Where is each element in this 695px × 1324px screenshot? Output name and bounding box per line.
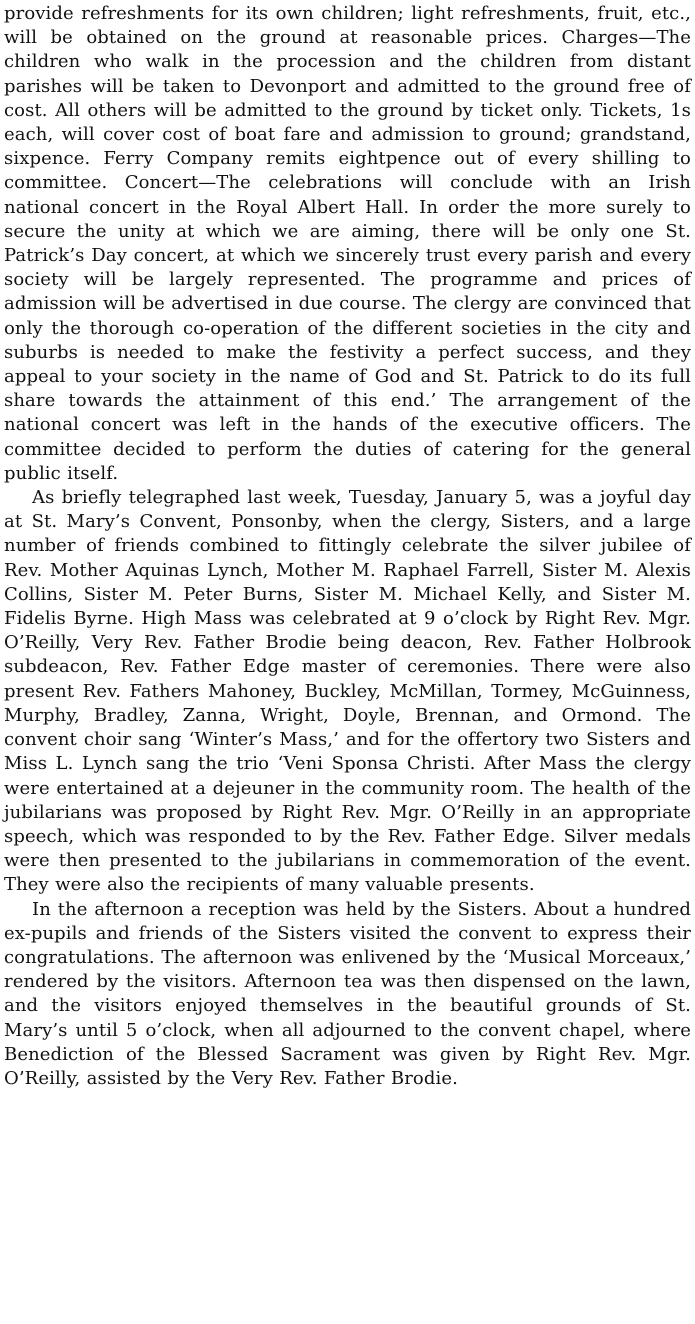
paragraph-afternoon-reception: In the afternoon a reception was held by the Sisters. About a hundred ex-pupils and friends of the Sisters visited the convent to express their congratulations. The afternoon was enlivened by the ‘Musical Morceaux,’ rendered by the visitors. Afternoon tea was then dispensed on the lawn, and the visitors enjoyed themselves in the beautiful grounds of St. Mary’s until 5 o’clock, when all adjourned to the convent chapel, where Benediction of the Blessed Sacrament was given by Right Rev. Mgr. O’Reilly, assisted by the Very Rev. Father Brodie.: [4, 898, 691, 1089]
paragraph-concert-arrangements: provide refreshments for its own children; light refreshments, fruit, etc., will be obtained on the ground at reasonable prices. Charges—The children who walk in the procession and the children from distant parishes will be taken to Devonport and admitted to the ground free of cost. All others will be admitted to the ground by ticket only. Tickets, 1s each, will cover cost of boat fare and admission to ground; grandstand, sixpence. Ferry Company remits eightpence out of every shilling to committee. Concert—The celebrations will conclude with an Irish national concert in the Royal Albert Hall. In order the more surely to secure the unity at which we are aiming, there will be only one St. Patrick’s Day concert, at which we sincerely trust every parish and every society will be largely represented. The programme and prices of admission will be advertised in due course. The clergy are convinced that only the thorough co-operation of the different societies in the city and suburbs is needed to make the festivity a perfect success, and they appeal to your society in the name of God and St. Patrick to do its full share towards the attainment of this end.’ The arrangement of the national concert was left in the hands of the executive officers. The committee decided to perform the duties of catering for the general public itself.: [4, 3, 691, 484]
paragraph-silver-jubilee: As briefly telegraphed last week, Tuesday, January 5, was a joyful day at St. Mary’s Convent, Ponsonby, when the clergy, Sisters, and a large number of friends combined to fittingly celebrate the silver jubilee of Rev. Mother Aquinas Lynch, Mother M. Raphael Farrell, Sister M. Alexis Collins, Sister M. Peter Burns, Sister M. Michael Kelly, and Sister M. Fidelis Byrne. High Mass was celebrated at 9 o’clock by Right Rev. Mgr. O’Reilly, Very Rev. Father Brodie being deacon, Rev. Father Holbrook subdeacon, Rev. Father Edge master of ceremonies. There were also present Rev. Fathers Mahoney, Buckley, McMillan, Tormey, McGuinness, Murphy, Bradley, Zanna, Wright, Doyle, Brennan, and Ormond. The convent choir sang ‘Winter’s Mass,’ and for the offertory two Sisters and Miss L. Lynch sang the trio ‘Veni Sponsa Christi. After Mass the clergy were entertained at a dejeuner in the community room. The health of the jubilarians was proposed by Right Rev. Mgr. O’Reilly in an appropriate speech, which was responded to by the Rev. Father Edge. Silver medals were then presented to the jubilarians in commemoration of the event. They were also the recipients of many valuable presents.: [4, 487, 691, 896]
